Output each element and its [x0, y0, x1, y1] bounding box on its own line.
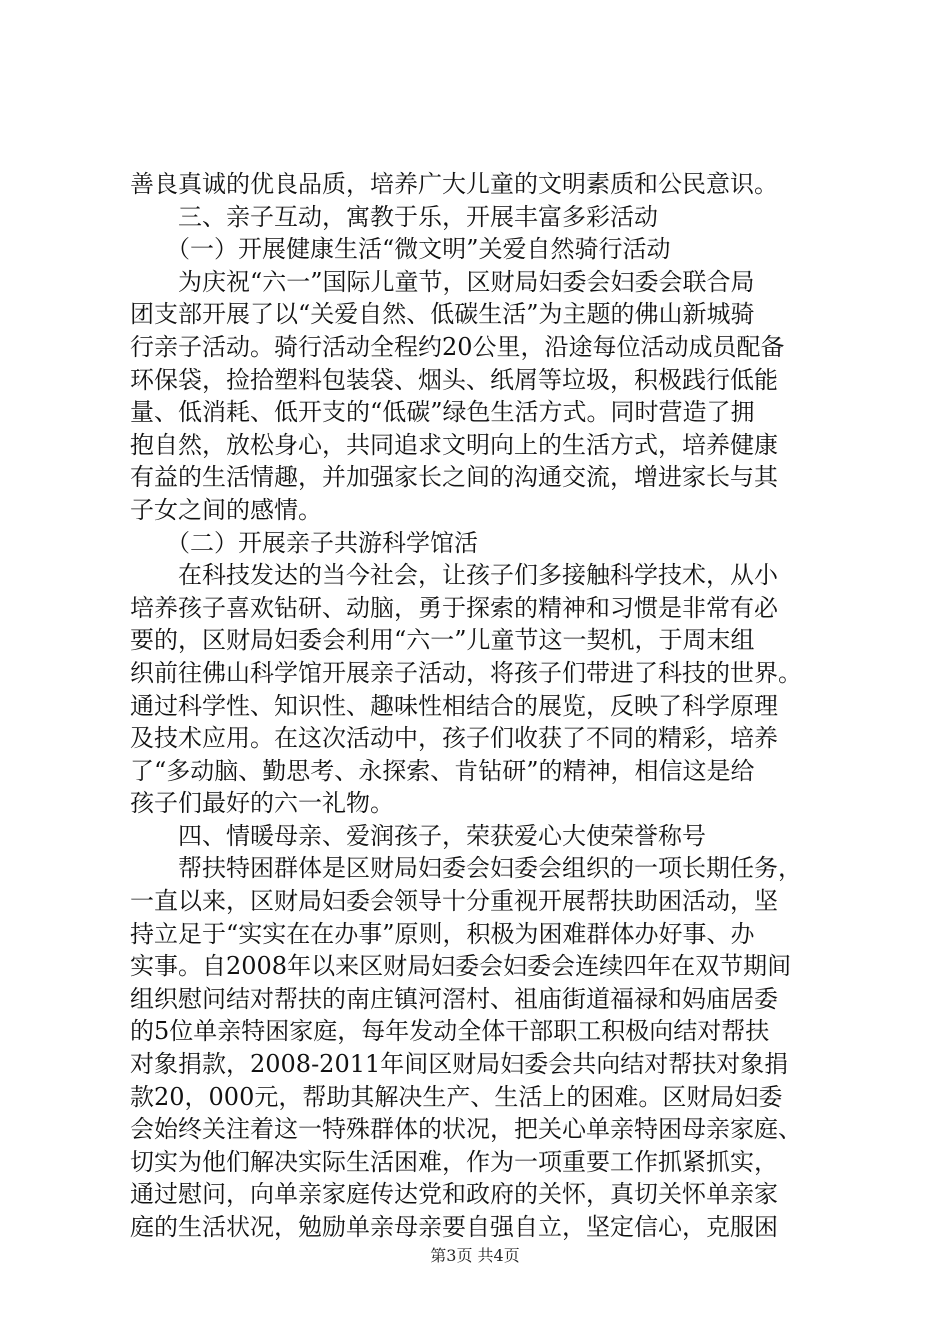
text-line: 持立足于“实实在在办事”原则，积极为困难群体办好事、办: [130, 919, 755, 948]
text-line: 实事。自2008年以来区财局妇委会妇委会连续四年在双节期间: [130, 952, 792, 981]
text-line: 为庆祝“六一”国际儿童节，区财局妇委会妇委会联合局: [178, 267, 755, 296]
text-line: 庭的生活状况，勉励单亲母亲要自强自立，坚定信心，克服困: [130, 1213, 778, 1241]
text-line: 了“多动脑、勤思考、永探索、肯钻研”的精神，相信这是给: [130, 756, 755, 785]
text-line: 量、低消耗、低开支的“低碳”绿色生活方式。同时营造了拥: [130, 398, 755, 427]
text-line: 团支部开展了以“关爱自然、低碳生活”为主题的佛山新城骑: [130, 300, 755, 329]
section-heading: 三、亲子互动，寓教于乐，开展丰富多彩活动: [178, 202, 658, 231]
text-line: 通过科学性、知识性、趣味性相结合的展览，反映了科学原理: [130, 691, 778, 720]
text-line: 一直以来，区财局妇委会领导十分重视开展帮扶助困活动，坚: [130, 887, 778, 916]
text-line: 会始终关注着这一特殊群体的状况，把关心单亲特困母亲家庭、: [130, 1115, 802, 1144]
text-line: 在科技发达的当今社会，让孩子们多接触科学技术，从小: [178, 561, 778, 590]
text-line: 善良真诚的优良品质，培养广大儿童的文明素质和公民意识。: [130, 170, 778, 198]
text-line: 环保袋，捡拾塑料包装袋、烟头、纸屑等垃圾，积极践行低能: [130, 365, 778, 394]
text-line: 要的，区财局妇委会利用“六一”儿童节这一契机，于周末组: [130, 626, 755, 655]
text-line: 培养孩子喜欢钻研、动脑，勇于探索的精神和习惯是非常有必: [130, 593, 778, 622]
page-number: 第3页 共4页: [430, 1246, 520, 1265]
text-line: 款20，000元，帮助其解决生产、生活上的困难。区财局妇委: [130, 1082, 783, 1111]
page-footer: [0, 1243, 950, 1266]
body-text: [130, 168, 830, 1244]
text-line: 织前往佛山科学馆开展亲子活动，将孩子们带进了科技的世界。: [130, 658, 802, 687]
subsection-heading: （二）开展亲子共游科学馆活: [166, 528, 478, 557]
text-line: 的5位单亲特困家庭，每年发动全体干部职工积极向结对帮扶: [130, 1017, 770, 1046]
text-line: 子女之间的感情。: [130, 495, 322, 524]
text-line: 帮扶特困群体是区财局妇委会妇委会组织的一项长期任务，: [178, 854, 802, 883]
text-line: 抱自然，放松身心，共同追求文明向上的生活方式，培养健康: [130, 430, 778, 459]
text-line: 及技术应用。在这次活动中，孩子们收获了不同的精彩，培养: [130, 724, 778, 753]
subsection-heading: （一）开展健康生活“微文明”关爱自然骑行活动: [166, 235, 671, 264]
text-line: 对象捐款，2008-2011年间区财局妇委会共向结对帮扶对象捐: [130, 1050, 789, 1079]
text-line: 通过慰问，向单亲家庭传达党和政府的关怀，真切关怀单亲家: [130, 1180, 778, 1209]
text-line: 有益的生活情趣，并加强家长之间的沟通交流，增进家长与其: [130, 463, 778, 492]
text-line: 行亲子活动。骑行活动全程约20公里，沿途每位活动成员配备: [130, 332, 785, 361]
section-heading: 四、情暖母亲、爱润孩子，荣获爱心大使荣誉称号: [178, 821, 706, 850]
text-line: 孩子们最好的六一礼物。: [130, 789, 394, 818]
text-line: 切实为他们解决实际生活困难，作为一项重要工作抓紧抓实，: [130, 1147, 778, 1176]
text-line: 组织慰问结对帮扶的南庄镇河滘村、祖庙街道福禄和妈庙居委: [130, 984, 778, 1013]
